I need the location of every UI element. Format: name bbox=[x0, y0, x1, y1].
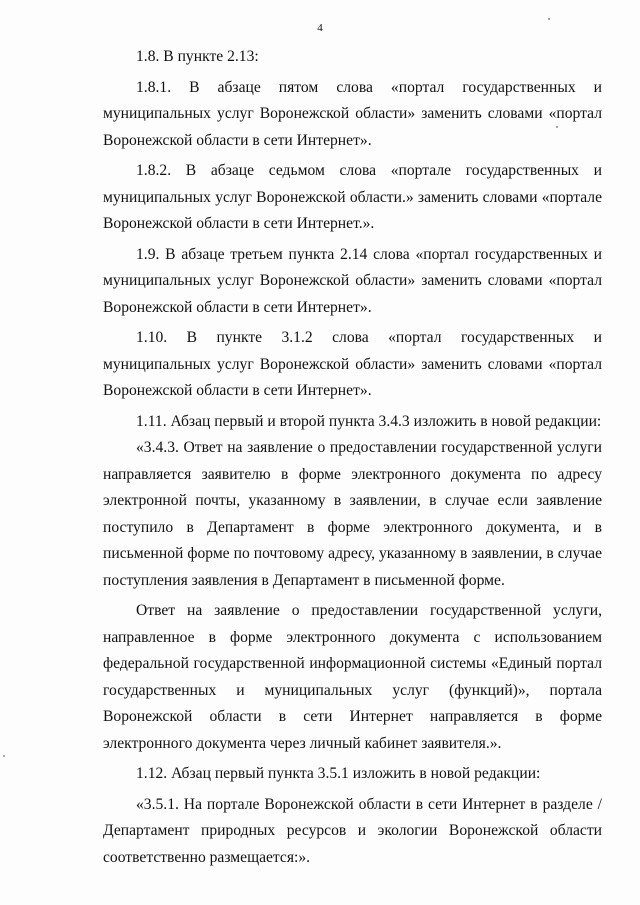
paragraph-1-8-1: 1.8.1. В абзаце пятом слова «портал государственных и муниципальных услуг Воронежской области» заменить словами «портал Воронежской области в сети Интернет». bbox=[103, 78, 602, 149]
paragraph-3-5-1: «3.5.1. На портале Воронежской области в сети Интернет в разделе / Департамент природных ресурсов и экологии Воронежской области соответственно размещается:». bbox=[103, 795, 602, 866]
scan-speck bbox=[548, 18, 550, 20]
paragraph-1-10: 1.10. В пункте 3.1.2 слова «портал государственных и муниципальных услуг Воронежской области» заменить словами «портал Воронежской области в сети Интернет». bbox=[103, 329, 602, 399]
paragraph-1-8-2: 1.8.2. В абзаце седьмом слова «портале государственных и муниципальных услуг Воронежской области.» заменить словами «портале Воронежской области в сети Интернет.». bbox=[103, 162, 602, 232]
scan-speck bbox=[3, 755, 5, 757]
paragraph-1-9: 1.9. В абзаце третьем пункта 2.14 слова «портал государственных и муниципальных услуг Воронежской области» заменить словами «портал Воронежской области в сети Интернет». bbox=[103, 245, 602, 316]
scan-speck bbox=[556, 126, 558, 128]
paragraph-1-11: 1.11. Абзац первый и второй пункта 3.4.3 изложить в новой редакции: bbox=[136, 412, 602, 430]
paragraph-1-12: 1.12. Абзац первый пункта 3.5.1 изложить в новой редакции: bbox=[136, 765, 541, 782]
paragraph-3-4-3-first: «3.4.3. Ответ на заявление о предоставлении государственной услуги направляется заявителю в форме электронного документа по адресу электронной почты, указанному в заявлении, в случае если заявление поступило в Департамент в форме электронного документа, и в письменной форме по почтовому адресу, указанному в заявлении, в случае поступления заявления в Департамент в письменной форме. bbox=[103, 439, 602, 589]
page-number: 4 bbox=[317, 22, 323, 34]
paragraph-1-8: 1.8. В пункте 2.13: bbox=[136, 48, 259, 65]
paragraph-3-4-3-second: Ответ на заявление о предоставлении государственной услуги, направленное в форме электронного документа с использованием федеральной государственной информационной системы «Единый портал государственных и муниципальных услуг (функций)», портала Воронежской области в сети Интернет направляется в форме электронного документа через личный кабинет заявителя.». bbox=[103, 602, 602, 752]
document-body bbox=[103, 44, 602, 871]
